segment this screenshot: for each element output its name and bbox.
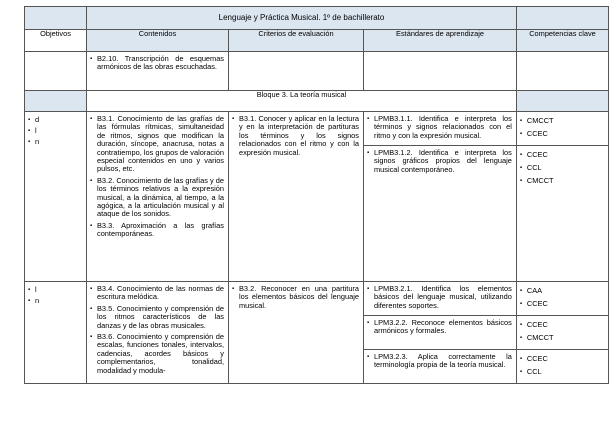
competencia-item: ▪ CCEC (517, 319, 606, 332)
contenido-item: ▪ B3.5. Conocimiento y comprensión de los ritmos característicos de las danzas y de las obras musicales. (87, 305, 224, 330)
block3-blank-cell-right (517, 91, 609, 112)
objetivo-item: ▪ d (25, 116, 86, 127)
estandar-cell (364, 146, 516, 282)
competencia-item: ▪ CCL (517, 366, 606, 379)
competencia-item: ▪ CCEC (517, 149, 606, 162)
competencia-item: ▪ CMCCT (517, 115, 606, 128)
competencias-cell (516, 146, 608, 282)
row-b3-1 (25, 112, 609, 282)
contenido-item: ▪ B3.1. Conocimiento de las grafías de las fórmulas rítmicas, simultaneidad de ritmos, signos que modifican la duración, síncope, anacrusa, notas a contratiempo, los grupos de valoración especial contenidos en uno y varios pulsos, etc. (87, 115, 224, 174)
title-blank-cell (25, 7, 87, 30)
estandar-text: ▪ LPMB3.1.1. Identifica e interpreta los términos y signos relacionados con el ritmo y con la expresión musical. (364, 115, 512, 140)
objetivo-item: ▪ n (25, 138, 86, 149)
standard-row (364, 146, 608, 282)
objetivos-cell (25, 282, 87, 384)
row-b3-2 (25, 282, 609, 384)
contenido-item: ▪ B3.3. Aproximación a las grafías contemporáneas. (87, 222, 224, 239)
title-row (25, 7, 609, 30)
block3-title: Bloque 3. La teoría musical (87, 91, 517, 112)
estandar-cell (364, 112, 516, 146)
competencia-item: ▪ CMCCT (517, 175, 606, 188)
objetivo-item: ▪ l (25, 286, 86, 297)
competencias-cell (516, 316, 608, 350)
estandar-cell (364, 350, 516, 384)
contenidos-cell (87, 282, 229, 384)
estandar-cell (364, 282, 516, 316)
competencia-item: ▪ CCEC (517, 298, 606, 311)
competencias-cell (516, 112, 608, 146)
competencia-item: ▪ CMCCT (517, 332, 606, 345)
header-competencias: Competencias clave (517, 30, 609, 52)
standard-row (364, 316, 608, 350)
objetivos-cell (25, 112, 87, 282)
standard-row (364, 112, 608, 146)
title-blank-cell-right (517, 7, 609, 30)
header-objetivos: Objetivos (25, 30, 87, 52)
continuation-criterios (229, 52, 364, 91)
criterios-cell (229, 112, 364, 282)
competencia-item: ▪ CCEC (517, 128, 606, 141)
standard-row (364, 282, 608, 316)
competencias-cell (516, 282, 608, 316)
estandares-group (364, 112, 609, 282)
criterio-item: ▪ B3.1. Conocer y aplicar en la lectura y en la interpretación de partituras los términos y los signos relacionados con el ritmo y con la expresión musical. (229, 115, 359, 157)
competencias-cell (516, 350, 608, 384)
estandar-cell (364, 316, 516, 350)
continuation-row (25, 52, 609, 91)
table-title: Lenguaje y Práctica Musical. 1º de bachillerato (87, 7, 517, 30)
standard-row (364, 350, 608, 384)
continuation-estandares (364, 52, 517, 91)
estandar-text: ▪ LPM3.2.3. Aplica correctamente la terminología propia de la teoría musical. (364, 353, 512, 370)
block3-row (25, 91, 609, 112)
estandar-text: ▪ LPMB3.2.1. Identifica los elementos básicos del lenguaje musical, utilizando diferentes soportes. (364, 285, 512, 310)
header-row (25, 30, 609, 52)
header-contenidos: Contenidos (87, 30, 229, 52)
objetivo-item: ▪ l (25, 127, 86, 138)
header-estandares: Estándares de aprendizaje (364, 30, 517, 52)
estandar-text: ▪ LPM3.2.2. Reconoce elementos básicos armónicos y formales. (364, 319, 512, 336)
curriculum-table (24, 6, 609, 384)
competencia-item: ▪ CCL (517, 162, 606, 175)
continuation-objetivos (25, 52, 87, 91)
criterios-cell (229, 282, 364, 384)
header-criterios: Criterios de evaluación (229, 30, 364, 52)
contenido-item: ▪ B2.10. Transcripción de esquemas armónicos de las obras escuchadas. (87, 55, 224, 72)
contenidos-cell (87, 112, 229, 282)
contenido-item: ▪ B3.6. Conocimiento y comprensión de escalas, funciones tonales, intervalos, cadencias, acordes básicos y complementarios, tonalidad, modalidad y modula- (87, 333, 224, 375)
block3-blank-cell (25, 91, 87, 112)
continuation-contenidos (87, 52, 229, 91)
criterio-item: ▪ B3.2. Reconocer en una partitura los elementos básicos del lenguaje musical. (229, 285, 359, 310)
contenido-item: ▪ B3.4. Conocimiento de las normas de escritura melódica. (87, 285, 224, 302)
competencia-item: ▪ CCEC (517, 353, 606, 366)
continuation-competencias (517, 52, 609, 91)
estandares-group (364, 282, 609, 384)
competencia-item: ▪ CAA (517, 285, 606, 298)
objetivo-item: ▪ n (25, 297, 86, 308)
contenido-item: ▪ B3.2. Conocimiento de las grafías y de los términos relativos a la expresión musical, a la dinámica, al tiempo, a la agógica, a la articulación musical y al ataque de los sonidos. (87, 177, 224, 219)
estandar-text: ▪ LPMB3.1.2. Identifica e interpreta los signos gráficos propios del lenguaje musical contemporáneo. (364, 149, 512, 174)
